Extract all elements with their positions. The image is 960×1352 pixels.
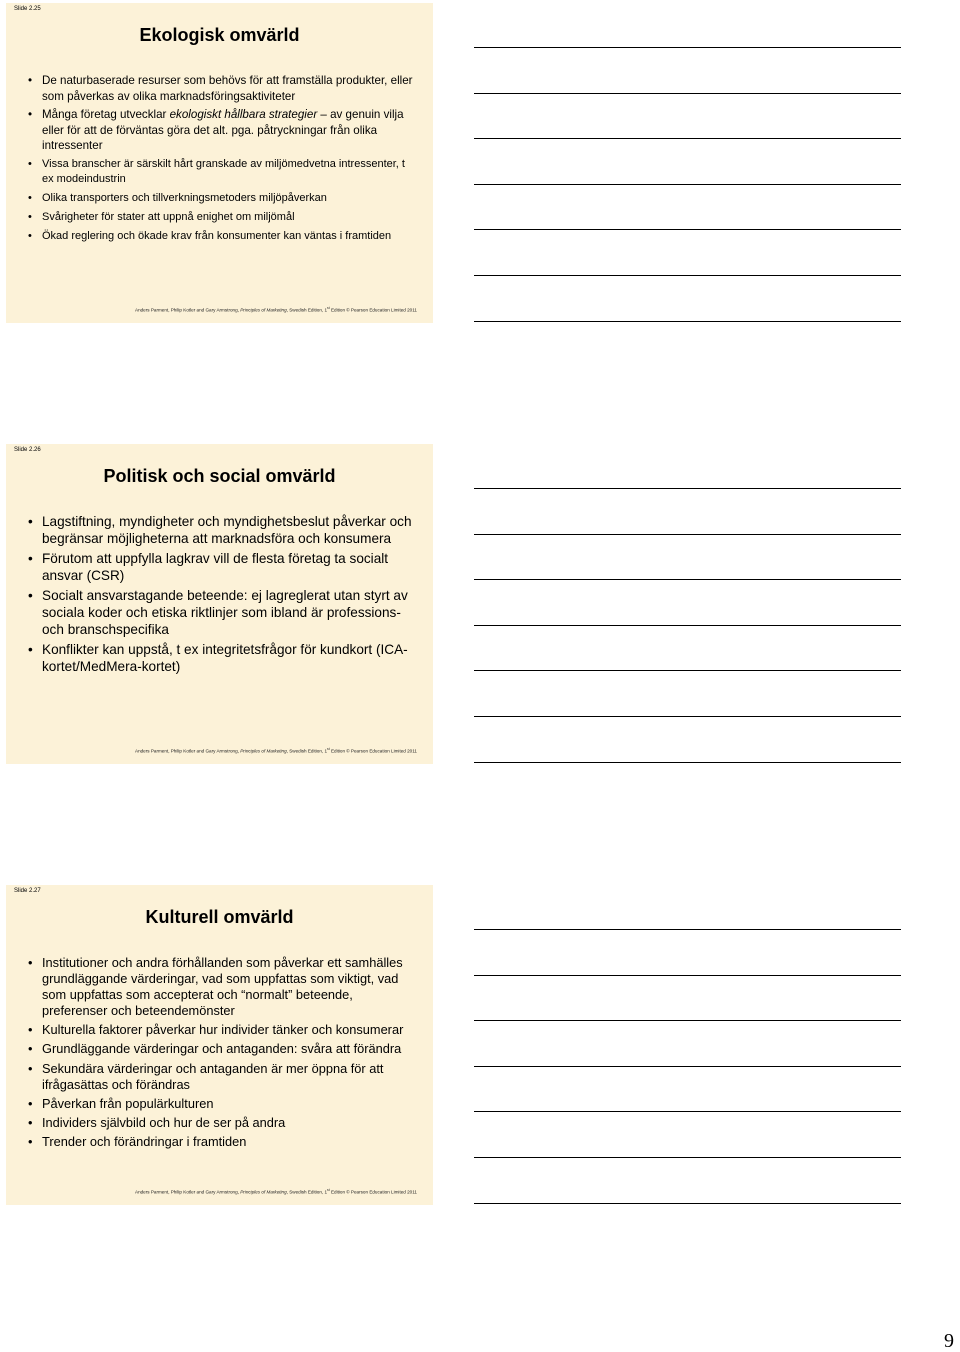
bullet-item — [28, 642, 419, 675]
bullet-item — [28, 588, 419, 638]
note-line — [474, 1203, 901, 1204]
note-line — [474, 1020, 901, 1021]
slide-footer — [6, 1188, 433, 1195]
note-line — [474, 275, 901, 276]
note-line — [474, 975, 901, 976]
bullet-text: – av genuin vilja eller för att de förväntas göra det alt. pga. påtryckningar från olika intressenter — [42, 108, 404, 152]
bullet-text: Ökad reglering och ökade krav från konsumenter kan väntas i framtiden — [42, 230, 392, 242]
bullet-text: De naturbaserade resurser som behövs för att framställa produkter, eller som påverkas av olika marknadsföringsaktiviteter — [42, 74, 413, 103]
bullet-text: Trender och förändringar i framtiden — [42, 1134, 247, 1150]
note-line — [474, 488, 901, 489]
footer-edition: , Swedish Edition, 1 — [286, 1190, 328, 1195]
slide-2-26 — [6, 444, 433, 764]
footer-copyright: Edition © Pearson Education Limited 2011 — [329, 308, 417, 313]
note-line — [474, 47, 901, 48]
bullet-text: Sekundära värderingar och antaganden är mer öppna för att ifrågasättas och förändras — [42, 1060, 384, 1092]
footer-copyright: Edition © Pearson Education Limited 2011 — [329, 749, 417, 754]
note-line — [474, 534, 901, 535]
bullet-item — [28, 1096, 419, 1112]
bullet-text: Svårigheter för stater att uppnå enighet om miljömål — [42, 211, 295, 223]
footer-authors: Anders Parment, Philip Kotler and Gary Armstrong, — [135, 749, 241, 754]
note-line — [474, 716, 901, 717]
bullet-item — [28, 107, 419, 154]
bullet-text: Socialt ansvarstagande beteende: ej lagreglerat utan styrt av sociala koder och etiska riktlinjer som ibland är professions- och branschspecifika — [42, 588, 408, 637]
slide-2-27 — [6, 885, 433, 1205]
bullet-item — [28, 955, 419, 1019]
bullet-item — [28, 514, 419, 547]
bullet-item — [28, 229, 419, 245]
bullet-item — [28, 1115, 419, 1131]
slide-2-25 — [6, 3, 433, 323]
bullet-text: Individers självbild och hur de ser på andra — [42, 1114, 286, 1130]
footer-authors: Anders Parment, Philip Kotler and Gary Armstrong, — [135, 308, 241, 313]
footer-authors: Anders Parment, Philip Kotler and Gary Armstrong, — [135, 1190, 241, 1195]
bullet-item — [28, 157, 419, 188]
bullet-list — [28, 955, 419, 1153]
note-line — [474, 670, 901, 671]
note-line — [474, 321, 901, 322]
note-line — [474, 138, 901, 139]
bullet-text: Vissa branscher är särskilt hårt granskade av miljömedvetna intressenter, t ex modeindustrin — [42, 157, 405, 185]
footer-edition: , Swedish Edition, 1 — [286, 749, 328, 754]
note-line — [474, 229, 901, 230]
bullet-text: Lagstiftning, myndigheter och myndighetsbeslut påverkar och begränsar möjligheterna att marknadsföra och konsumera — [42, 514, 412, 546]
note-line — [474, 1066, 901, 1067]
footer-sup: st — [327, 1188, 330, 1193]
bullet-list — [28, 73, 419, 248]
bullet-text: Grundläggande värderingar och antaganden: svåra att förändra — [42, 1041, 402, 1057]
note-line — [474, 929, 901, 930]
page-number: 9 — [944, 1330, 954, 1352]
slide-title: Ekologisk omvärld — [139, 25, 300, 45]
bullet-item — [28, 1022, 419, 1038]
footer-copyright: Edition © Pearson Education Limited 2011 — [329, 1190, 417, 1195]
footer-sup: st — [327, 747, 330, 752]
bullet-item — [28, 1041, 419, 1057]
slide-footer — [6, 747, 433, 754]
bullet-text: Kulturella faktorer påverkar hur individer tänker och konsumerar — [42, 1022, 404, 1038]
bullet-item — [28, 1061, 419, 1093]
footer-book-title: Principles of Marketing — [240, 308, 287, 313]
note-line — [474, 625, 901, 626]
slide-number: Slide 2.25 — [14, 6, 41, 12]
bullet-item — [28, 210, 419, 226]
bullet-item — [28, 1134, 419, 1150]
slide-title: Politisk och social omvärld — [103, 466, 336, 486]
note-line — [474, 1111, 901, 1112]
bullet-text: Olika transporters och tillverkningsmetoders miljöpåverkan — [42, 192, 327, 204]
bullet-text: Förutom att uppfylla lagkrav vill de flesta företag ta socialt ansvar (CSR) — [42, 551, 389, 583]
note-line — [474, 762, 901, 763]
slide-title: Kulturell omvärld — [145, 907, 294, 927]
bullet-text-italic: ekologiskt hållbara strategier — [169, 108, 318, 121]
footer-edition: , Swedish Edition, 1 — [286, 308, 328, 313]
note-line — [474, 1157, 901, 1158]
footer-book-title: Principles of Marketing — [240, 1190, 287, 1195]
bullet-item — [28, 551, 419, 584]
bullet-text: Påverkan från populärkulturen — [42, 1095, 214, 1111]
bullet-item — [28, 73, 419, 104]
bullet-text: Konflikter kan uppstå, t ex integritetsfrågor för kundkort (ICA-kortet/MedMera-kortet) — [42, 642, 408, 674]
bullet-text: Många företag utvecklar — [42, 108, 170, 121]
slide-number: Slide 2.26 — [14, 447, 41, 453]
bullet-item — [28, 191, 419, 207]
footer-book-title: Principles of Marketing — [240, 749, 287, 754]
note-line — [474, 93, 901, 94]
slide-footer — [6, 306, 433, 313]
bullet-text: Institutioner och andra förhållanden som påverkar ett samhälles grundläggande värderingar, vad som uppfattas som viktigt, vad som uppfattas som accepterat och “normalt” beteende, preferenser och beteendemönster — [42, 955, 403, 1018]
footer-sup: st — [327, 306, 330, 311]
slide-number: Slide 2.27 — [14, 888, 41, 894]
note-line — [474, 579, 901, 580]
bullet-list — [28, 514, 419, 679]
note-line — [474, 184, 901, 185]
